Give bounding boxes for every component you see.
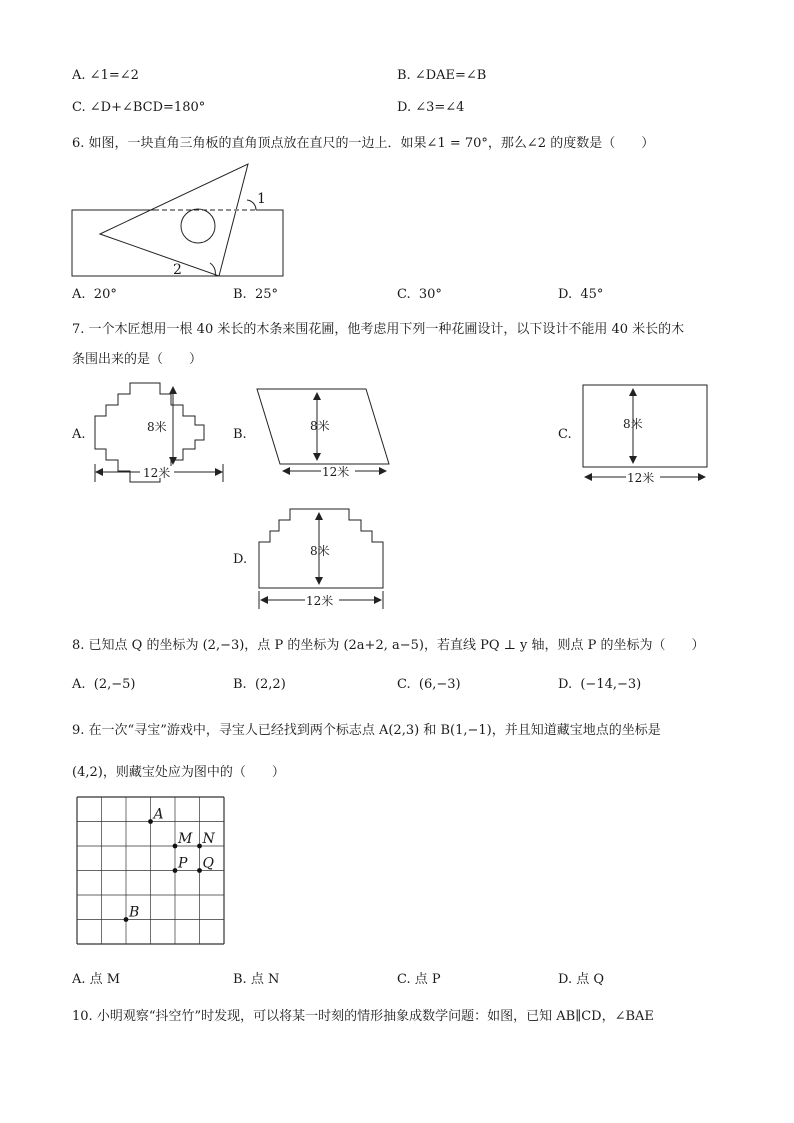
q5-option-c[interactable]: C. ∠D+∠BCD=180° bbox=[72, 100, 206, 115]
q7c-height-label: 8米 bbox=[623, 417, 643, 431]
q6-option-a[interactable]: A. 20° bbox=[72, 287, 117, 302]
angle1-arc bbox=[247, 200, 256, 210]
q9-stem-line1: 9. 在一次“寻宝”游戏中，寻宝人已经找到两个标志点 A(2,3) 和 B(1,−1)，并且知道藏宝地点的坐标是 bbox=[72, 723, 661, 738]
q7c-width-label: 12米 bbox=[627, 471, 655, 485]
q8-option-b[interactable]: B. (2,2) bbox=[233, 677, 286, 692]
triangle-ruler bbox=[100, 164, 248, 276]
q9-stem-line2: (4,2)，则藏宝处应为图中的（ ） bbox=[72, 765, 285, 780]
q9-option-b[interactable]: B. 点 N bbox=[233, 972, 280, 987]
grid-point-label-q: Q bbox=[202, 855, 214, 872]
angle2-label: 2 bbox=[173, 262, 182, 278]
q7-stem-line2: 条围出来的是（ ） bbox=[72, 352, 203, 367]
q8-stem: 8. 已知点 Q 的坐标为 (2,−3)，点 P 的坐标为 (2a+2, a−5)，若直线 PQ ⊥ y 轴，则点 P 的坐标为（ ） bbox=[72, 638, 705, 653]
q7-figure-d bbox=[255, 503, 387, 611]
q7b-width-label: 12米 bbox=[322, 465, 350, 479]
q7b-height-label: 8米 bbox=[310, 419, 330, 433]
grid-point-q bbox=[197, 868, 202, 873]
q7-figure-a bbox=[92, 380, 227, 488]
q7-option-c[interactable]: C. bbox=[558, 427, 572, 442]
q7-stem-line1: 7. 一个木匠想用一根 40 米长的木条来围花圃，他考虑用下列一种花圃设计，以下设计不能用 40 米长的木 bbox=[72, 322, 685, 337]
grid-point-a bbox=[148, 819, 153, 824]
q7a-height-label: 8米 bbox=[147, 420, 167, 434]
q7-figure-c bbox=[580, 382, 712, 488]
q7-figure-b bbox=[255, 386, 403, 482]
q6-option-c[interactable]: C. 30° bbox=[397, 287, 442, 302]
grid-point-label-p: P bbox=[178, 855, 188, 872]
q9-option-c[interactable]: C. 点 P bbox=[397, 972, 441, 987]
q7d-height-label: 8米 bbox=[310, 544, 330, 558]
grid-point-b bbox=[124, 917, 129, 922]
q8-option-d[interactable]: D. (−14,−3) bbox=[558, 677, 642, 692]
grid-point-n bbox=[197, 844, 202, 849]
grid-point-p bbox=[173, 868, 178, 873]
triangle-hole bbox=[181, 209, 215, 243]
q7-option-a[interactable]: A. bbox=[72, 427, 86, 442]
q6-option-d[interactable]: D. 45° bbox=[558, 287, 604, 302]
q7d-width-label: 12米 bbox=[306, 594, 334, 608]
q9-grid-figure bbox=[74, 794, 228, 948]
grid-point-label-n: N bbox=[202, 831, 215, 847]
q8-option-a[interactable]: A. (2,−5) bbox=[72, 677, 136, 692]
q8-option-c[interactable]: C. (6,−3) bbox=[397, 677, 461, 692]
q7-option-d[interactable]: D. bbox=[233, 552, 248, 567]
q9-option-d[interactable]: D. 点 Q bbox=[558, 972, 605, 987]
q7a-width-label: 12米 bbox=[143, 466, 171, 480]
q5-option-d[interactable]: D. ∠3=∠4 bbox=[397, 100, 465, 115]
grid-point-label-a: A bbox=[153, 806, 164, 823]
q7-option-b[interactable]: B. bbox=[233, 427, 247, 442]
q9-option-a[interactable]: A. 点 M bbox=[72, 972, 121, 987]
q10-stem: 10. 小明观察“抖空竹”时发现，可以将某一时刻的情形抽象成数学问题：如图，已知 AB∥CD，∠BAE bbox=[72, 1009, 654, 1024]
grid-point-label-b: B bbox=[129, 904, 140, 921]
q5-option-a[interactable]: A. ∠1=∠2 bbox=[72, 68, 139, 83]
grid-point-m bbox=[173, 844, 178, 849]
q6-stem: 6. 如图，一块直角三角板的直角顶点放在直尺的一边上．如果∠1 = 70°，那么∠2 的度数是（ ） bbox=[72, 136, 655, 151]
angle1-label: 1 bbox=[257, 191, 266, 207]
grid-point-label-m: M bbox=[178, 831, 193, 847]
q5-option-b[interactable]: B. ∠DAE=∠B bbox=[397, 68, 487, 83]
q6-option-b[interactable]: B. 25° bbox=[233, 287, 278, 302]
q6-figure bbox=[70, 160, 286, 280]
